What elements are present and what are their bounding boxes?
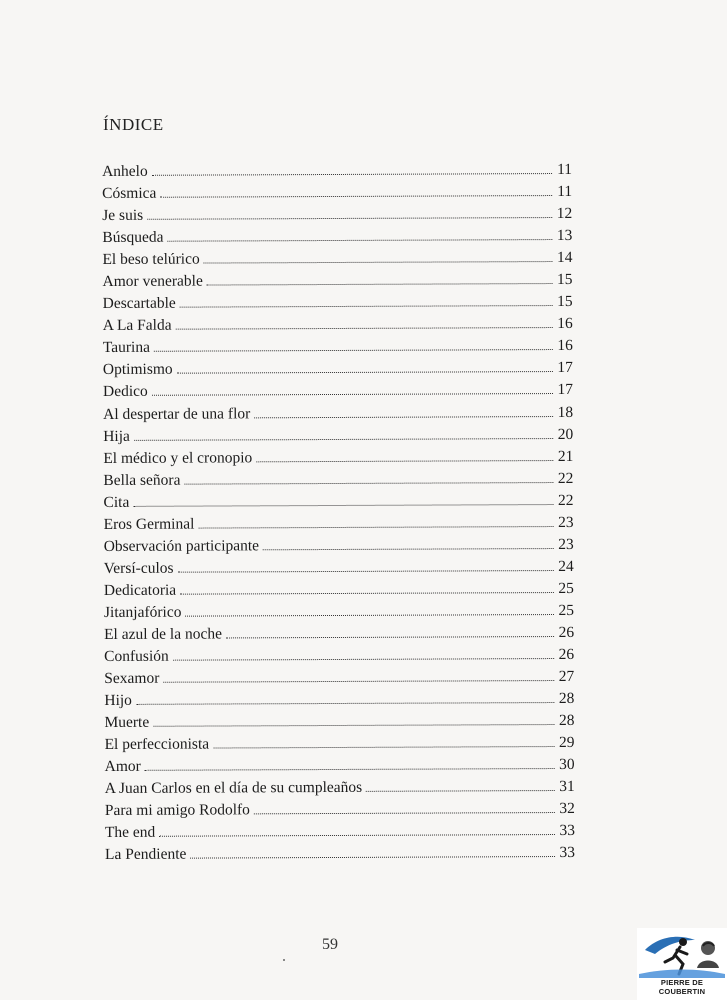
dot-leader (153, 724, 554, 727)
toc-entry-title: El médico y el cronopio (103, 448, 253, 467)
toc-entry (103, 446, 573, 470)
dot-leader (254, 416, 553, 418)
toc-entry-title: Al despertar de una flor (103, 404, 251, 423)
table-of-contents (102, 159, 575, 867)
toc-entry-title: La Pendiente (104, 846, 187, 864)
toc-entry-page: 15 (556, 271, 573, 289)
toc-entry-title: Muerte (104, 713, 150, 732)
toc-entry-page: 33 (559, 844, 576, 862)
page-title: ÍNDICE (103, 115, 164, 134)
toc-entry-title: Observación participante (103, 537, 260, 555)
page-number: 59 (322, 936, 338, 953)
toc-entry-title: Hijo (104, 691, 132, 710)
toc-entry-title: Hija (103, 427, 130, 445)
toc-entry-title: A La Falda (102, 317, 172, 335)
toc-entry-title: A Juan Carlos en el día de su cumpleaños (104, 779, 363, 798)
dot-leader (263, 548, 554, 550)
toc-entry-title: Para mi amigo Rodolfo (104, 801, 250, 820)
toc-entry-title: Dedicatoria (103, 581, 177, 599)
dot-leader (160, 195, 552, 198)
dot-leader (184, 482, 553, 485)
toc-entry-page: 25 (558, 601, 575, 619)
toc-entry (103, 357, 573, 381)
toc-entry (104, 710, 574, 734)
toc-entry-page: 11 (557, 160, 573, 179)
toc-entry-page: 32 (559, 800, 575, 818)
dot-leader (152, 394, 553, 397)
dot-leader (180, 305, 553, 308)
toc-entry-page: 33 (559, 822, 575, 840)
dot-leader (180, 592, 554, 595)
dot-leader (159, 834, 555, 837)
toc-entry (102, 203, 572, 227)
dot-leader (366, 790, 555, 792)
toc-entry (103, 468, 573, 492)
toc-entry (104, 622, 574, 646)
watermark-text: PIERRE DE COUBERTIN (658, 978, 706, 996)
toc-entry-page: 26 (558, 623, 575, 641)
toc-entry-title: Cósmica (102, 184, 157, 203)
toc-entry (103, 424, 573, 448)
toc-entry-page: 24 (558, 557, 574, 575)
toc-entry-title: Optimismo (102, 361, 173, 379)
toc-entry-title: Amor (104, 758, 141, 776)
toc-entry-page: 11 (557, 182, 573, 201)
toc-entry-page: 28 (558, 712, 575, 730)
toc-entry-page: 21 (557, 447, 574, 465)
toc-entry-title: Versí-culos (103, 559, 174, 577)
toc-entry-page: 17 (557, 359, 573, 377)
toc-entry-title: Jitanjafórico (103, 603, 182, 621)
toc-entry (102, 247, 572, 271)
dot-leader (176, 327, 553, 330)
dot-leader (134, 438, 553, 441)
toc-entry-page: 16 (557, 337, 573, 355)
dot-leader (152, 173, 552, 176)
dot-leader (226, 636, 554, 638)
toc-entry-page: 30 (559, 756, 575, 774)
runner-logo-icon (637, 928, 727, 980)
toc-entry-page: 15 (557, 293, 573, 311)
toc-entry-page: 22 (557, 491, 574, 509)
dot-leader (133, 504, 553, 507)
dot-leader (190, 856, 555, 859)
toc-entry (102, 269, 572, 293)
dot-leader (145, 768, 555, 771)
dot-leader (136, 702, 554, 705)
toc-entry (102, 181, 572, 205)
dot-leader (256, 460, 553, 462)
dot-leader (185, 614, 554, 617)
toc-entry-title: Descartable (102, 294, 176, 313)
toc-entry-page: 29 (559, 734, 575, 752)
toc-entry (103, 291, 573, 315)
toc-entry-title: Je suis (102, 206, 144, 225)
toc-entry (104, 512, 574, 536)
toc-entry (104, 666, 574, 690)
dot-leader (167, 239, 552, 242)
toc-entry-title: Cita (103, 493, 130, 511)
dot-leader (177, 371, 553, 374)
toc-entry (104, 534, 574, 558)
toc-entry-page: 23 (558, 535, 574, 553)
toc-entry-page: 25 (558, 579, 574, 597)
toc-entry-page: 27 (558, 668, 575, 686)
toc-entry-title: Bella señora (103, 471, 181, 489)
toc-entry-page: 18 (557, 403, 574, 421)
dot-leader (178, 570, 554, 573)
toc-entry (103, 401, 573, 425)
toc-entry (103, 313, 573, 337)
toc-entry (105, 820, 575, 844)
dot-leader (254, 812, 555, 814)
toc-entry-title: Confusión (104, 647, 169, 666)
toc-entry (105, 732, 575, 756)
dot-leader (198, 526, 553, 529)
toc-entry-title: Taurina (102, 339, 150, 357)
toc-entry-title: Dedico (102, 383, 148, 401)
toc-entry-title: El beso telúrico (102, 250, 200, 269)
toc-entry-title: Eros Germinal (103, 515, 195, 533)
toc-entry (104, 578, 574, 602)
toc-entry-page: 31 (559, 778, 575, 796)
toc-entry (104, 556, 574, 580)
toc-entry-title: Sexamor (104, 669, 160, 688)
dot-leader (173, 658, 554, 661)
toc-entry (103, 335, 573, 359)
toc-entry-page: 13 (556, 227, 573, 245)
toc-entry (105, 842, 575, 866)
toc-entry (103, 490, 573, 514)
toc-entry-page: 23 (558, 513, 574, 531)
toc-entry-page: 16 (557, 315, 573, 333)
dot-leader (163, 680, 554, 683)
dot-leader (213, 746, 554, 748)
toc-entry (102, 159, 572, 183)
toc-entry-title: Búsqueda (102, 228, 164, 247)
toc-entry-page: 14 (556, 249, 573, 267)
toc-entry (102, 225, 572, 249)
dot-leader (204, 261, 553, 264)
toc-entry (104, 600, 574, 624)
toc-entry (104, 688, 574, 712)
dot-leader (207, 283, 553, 286)
paper-speck (283, 959, 285, 961)
toc-entry-page: 20 (557, 425, 574, 443)
toc-entry-page: 12 (556, 205, 573, 223)
toc-entry (104, 644, 574, 668)
toc-entry (105, 776, 575, 800)
toc-entry (105, 798, 575, 822)
watermark-logo (637, 928, 727, 1000)
toc-entry-page: 17 (557, 381, 574, 399)
toc-entry-title: The end (104, 824, 156, 842)
toc-entry-title: Anhelo (102, 162, 148, 180)
dot-leader (154, 349, 553, 352)
toc-entry-page: 28 (558, 690, 575, 708)
toc-entry (105, 754, 575, 778)
toc-entry-title: El perfeccionista (104, 735, 210, 754)
toc-entry (103, 379, 573, 403)
toc-entry-page: 26 (558, 645, 575, 664)
toc-entry-page: 22 (557, 469, 574, 487)
toc-entry-title: El azul de la noche (104, 625, 223, 643)
toc-entry-title: Amor venerable (102, 272, 203, 291)
dot-leader (147, 217, 552, 220)
